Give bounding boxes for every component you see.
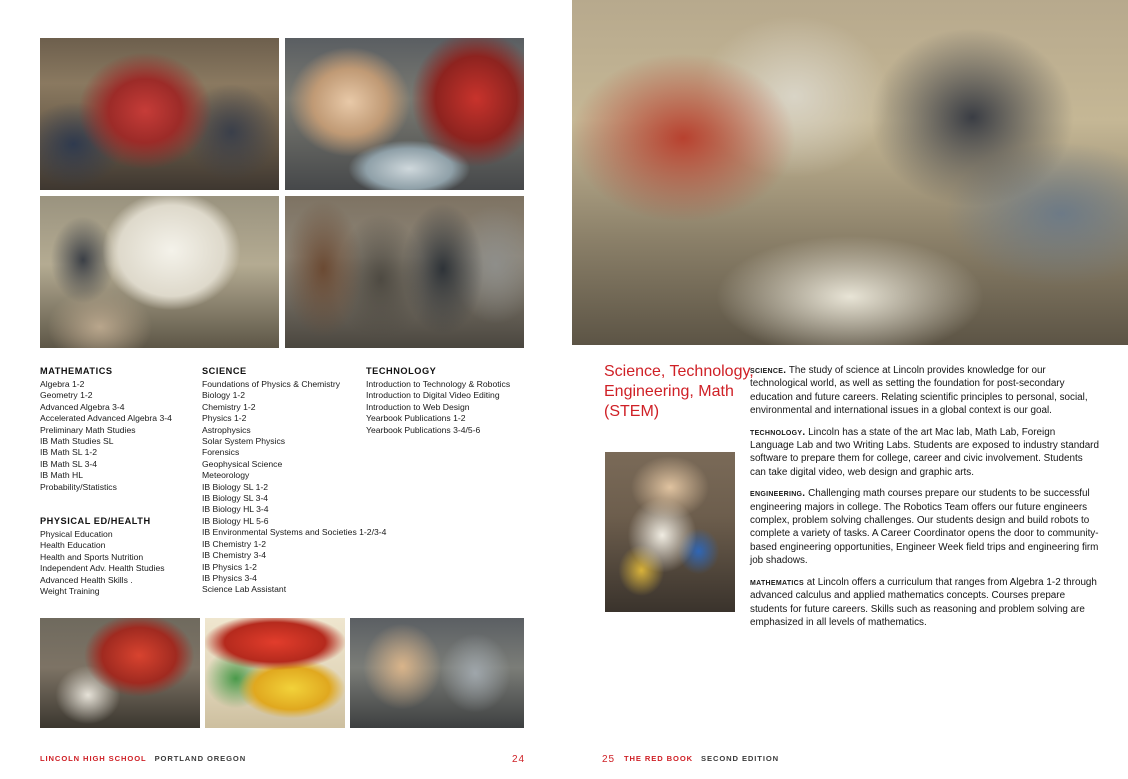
column-mathematics [40, 366, 200, 493]
course-item: Probability/Statistics [40, 481, 117, 492]
photo-classroom-presentation [40, 38, 279, 190]
course-item: Geophysical Science [202, 458, 283, 469]
course-item: Chemistry 1-2 [202, 401, 256, 412]
page-number-right-value: 25 [602, 754, 615, 765]
footer-page-number-right [602, 754, 615, 765]
section-title: Science, Technology, Engineering, Math (STEM) [604, 363, 754, 420]
footer-left [40, 754, 246, 763]
footer-page-number-left: 24 [512, 754, 525, 765]
paragraph-science [750, 364, 1100, 418]
photo-haddon-science-poster [205, 618, 345, 728]
course-list-physical-ed-health [40, 529, 210, 597]
course-item: Preliminary Math Studies [40, 424, 136, 435]
course-item: Physics 1-2 [202, 413, 247, 424]
course-list-technology [366, 379, 556, 436]
paragraph-body-mathematics: at Lincoln offers a curriculum that ranges from Algebra 1-2 through advanced calculus and applied mathematics concepts. Courses prepare students for future careers. Skills such as reasoning and problem solving are emphasized in all levels of mathematics. [750, 576, 1097, 628]
photo-science-lab-group [285, 196, 524, 348]
footer-school-name: LINCOLN HIGH SCHOOL [40, 754, 147, 763]
photo-student-writing [40, 618, 200, 728]
course-item: IB Math HL [40, 470, 83, 481]
column-heading-physical-ed-health: PHYSICAL ED/HEALTH [40, 516, 151, 526]
footer-location: PORTLAND OREGON [154, 754, 247, 763]
footer-edition: SECOND EDITION [701, 754, 780, 763]
photo-classroom-wide [572, 0, 1128, 345]
course-item: IB Environmental Systems and Societies 1-2/3-4 [202, 527, 387, 538]
column-heading-technology: TECHNOLOGY [366, 366, 437, 376]
course-item: Forensics [202, 447, 240, 458]
course-item: IB Math SL 1-2 [40, 447, 98, 458]
course-item: IB Chemistry 1-2 [202, 538, 266, 549]
course-item: IB Math SL 3-4 [40, 458, 98, 469]
course-item: Health Education [40, 540, 106, 551]
column-physical-ed-health [40, 516, 210, 597]
right-page [564, 0, 1128, 779]
paragraph-mathematics [750, 576, 1100, 630]
course-item: Independent Adv. Health Studies [40, 563, 165, 574]
course-list-mathematics [40, 379, 200, 493]
paragraph-body-engineering: Challenging math courses prepare our students to be successful engineering majors in college. The Robotics Team offers our future engineers complex, problem solving challenges. Our students design and build robots to complete a variety of tasks. A Career Coordinator opens the door to community-based engineering opportunities, Engineer Week field trips and engineering firm job shadows. [750, 488, 1099, 567]
course-item: Physical Education [40, 529, 113, 539]
paragraph-lead-science: science. [750, 365, 787, 376]
course-item: Introduction to Digital Video Editing [366, 390, 500, 401]
paragraph-lead-mathematics: mathematics [750, 576, 804, 588]
course-item: Solar System Physics [202, 436, 286, 447]
course-item: Yearbook Publications 1-2 [366, 413, 466, 424]
course-item: Weight Training [40, 586, 100, 597]
body-text-column [750, 364, 1100, 637]
course-item: Science Lab Assistant [202, 584, 287, 595]
footer-right [624, 754, 779, 763]
column-heading-science: SCIENCE [202, 366, 247, 376]
course-item: Foundations of Physics & Chemistry [202, 379, 341, 389]
paragraph-engineering [750, 487, 1100, 567]
course-item: Meteorology [202, 470, 250, 481]
column-heading-mathematics: MATHEMATICS [40, 366, 113, 376]
column-science [202, 366, 387, 596]
course-item: Advanced Algebra 3-4 [40, 401, 125, 412]
course-item: Yearbook Publications 3-4/5-6 [366, 424, 481, 435]
course-item: Health and Sports Nutrition [40, 551, 144, 562]
course-item: Algebra 1-2 [40, 379, 85, 389]
footer-book-title: THE RED BOOK [624, 754, 694, 763]
course-item: IB Biology HL 5-6 [202, 515, 269, 526]
course-list-science [202, 379, 387, 596]
course-item: IB Physics 3-4 [202, 572, 257, 583]
course-item: IB Physics 1-2 [202, 561, 257, 572]
photo-teacher-whiteboard [40, 196, 279, 348]
course-item: Geometry 1-2 [40, 390, 93, 401]
column-technology [366, 366, 556, 436]
paragraph-body-science: The study of science at Lincoln provides knowledge for our technological world, as well as setting the foundation for post-secondary education and future careers. Relating scientific principles to personal, social, environmental and international issues in a global context is our goal. [750, 365, 1088, 417]
photo-science-head-measurement [285, 38, 524, 190]
course-item: Astrophysics [202, 424, 251, 435]
course-item: Advanced Health Skills . [40, 574, 133, 585]
course-item: Introduction to Web Design [366, 401, 470, 412]
photo-lab-experiment [350, 618, 524, 728]
course-item: Accelerated Advanced Algebra 3-4 [40, 413, 172, 424]
photo-chemistry-student [605, 452, 735, 612]
course-item: Introduction to Technology & Robotics [366, 379, 511, 389]
paragraph-body-technology: Lincoln has a state of the art Mac lab, Math Lab, Foreign Language Lab and two Writing Labs. Students are exposed to industry standard software to prepare them for college, career and civic involvement. Students can take digital video, web design and graphic arts. [750, 426, 1099, 478]
course-item: IB Math Studies SL [40, 436, 114, 447]
paragraph-lead-engineering: engineering. [750, 488, 806, 500]
paragraph-lead-technology: technology. [750, 426, 806, 438]
course-item: IB Biology SL 1-2 [202, 481, 269, 492]
course-item: IB Biology SL 3-4 [202, 493, 269, 504]
course-item: Biology 1-2 [202, 390, 245, 401]
paragraph-technology [750, 426, 1100, 480]
course-item: IB Biology HL 3-4 [202, 504, 269, 515]
course-item: IB Chemistry 3-4 [202, 550, 266, 561]
